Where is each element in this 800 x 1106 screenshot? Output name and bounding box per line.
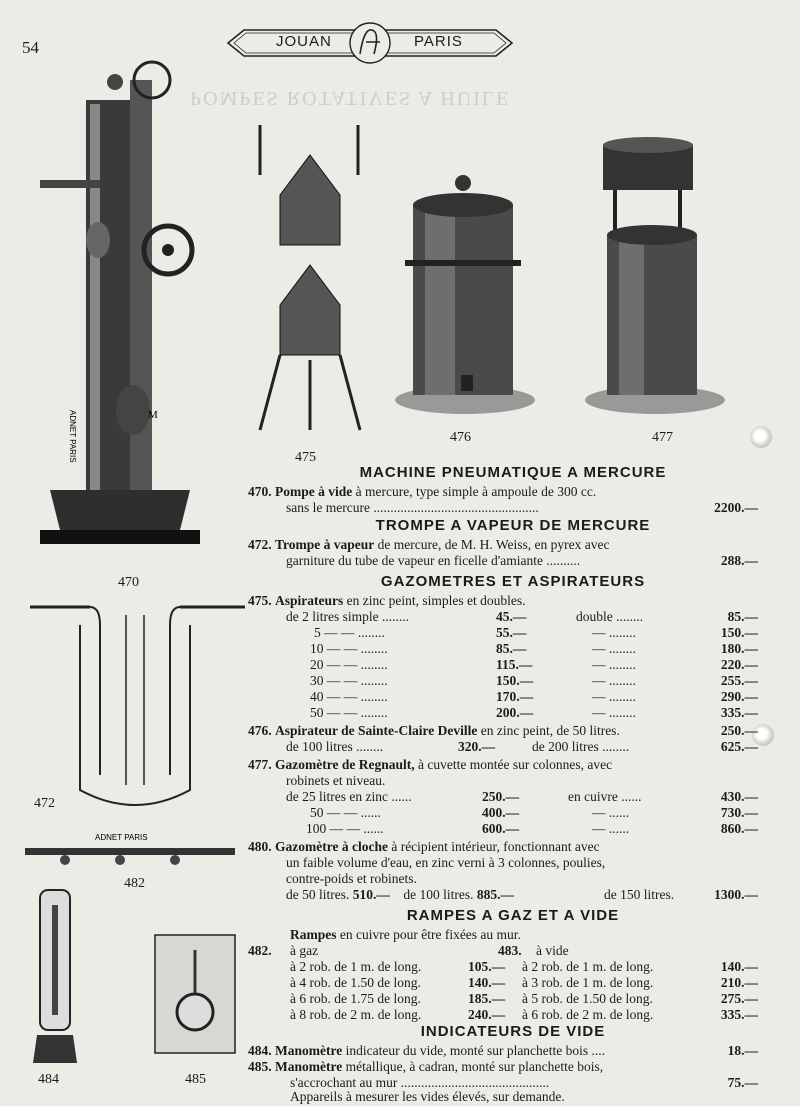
item-480-line3: contre-poids et robinets. xyxy=(286,871,417,886)
caption-475: 475 xyxy=(295,450,316,465)
rampe-row-right: à 6 rob. de 2 m. de long. xyxy=(522,1007,654,1022)
item-477-row-left: 50 — — ...... xyxy=(310,805,381,820)
item-476-line2-mid: 320.— xyxy=(458,739,496,754)
item-475-row-right: — ........ xyxy=(592,641,636,656)
rampe-row-left: à 4 rob. de 1.50 de long. xyxy=(290,975,421,990)
item-475-row-left: 20 — — ........ xyxy=(310,657,388,672)
item-475-row-price: 220.— xyxy=(720,657,758,672)
fig-472-illustration xyxy=(30,595,245,820)
caption-485: 485 xyxy=(185,1072,206,1087)
section-heading-trompe: TROMPE A VAPEUR DE MERCURE xyxy=(375,517,651,534)
logo-left-text: JOUAN xyxy=(276,33,332,50)
item-485-line1: 485. Manomètre métallique, à cadran, monté sur planchette bois, xyxy=(248,1059,604,1074)
item-476-line1: 476. Aspirateur de Sainte-Claire Deville en zinc peint, de 50 litres. xyxy=(248,723,620,738)
caption-476: 476 xyxy=(450,430,471,445)
section-heading-rampes: RAMPES A GAZ ET A VIDE xyxy=(406,907,620,924)
item-476-price-1: 250.— xyxy=(720,723,758,738)
rampe-row-price: 275.— xyxy=(720,991,758,1006)
rampe-row-left: à 6 rob. de 1.75 de long. xyxy=(290,991,421,1006)
rampe-row-price: 335.— xyxy=(720,1007,758,1022)
fig-485-illustration xyxy=(150,930,240,1060)
fig-470-adnet-label: ADNET PARIS xyxy=(68,410,77,463)
item-475-row-right: — ........ xyxy=(592,705,636,720)
item-477-row-mid: 600.— xyxy=(482,821,520,836)
rampe-row-right: à 5 rob. de 1.50 de long. xyxy=(522,991,653,1006)
item-475-row-right: double ........ xyxy=(576,609,644,624)
jouan-logo xyxy=(224,20,516,66)
item-475-row-mid: 85.— xyxy=(496,641,527,656)
item-475-row-left: 10 — — ........ xyxy=(310,641,388,656)
item-475-row-mid: 150.— xyxy=(496,673,534,688)
item-477-row-price: 860.— xyxy=(720,821,758,836)
item-482-head-left: à gaz xyxy=(290,943,319,958)
item-475-row-mid: 115.— xyxy=(496,657,533,672)
section-heading-machine-pneumatique: MACHINE PNEUMATIQUE A MERCURE xyxy=(359,464,667,481)
fig-477-illustration xyxy=(585,135,725,415)
item-475-row-right: — ........ xyxy=(592,673,636,688)
fig-482-illustration xyxy=(25,832,240,872)
fig-482-adnet-label: ADNET PARIS xyxy=(95,833,148,842)
fig-470-m-label: M xyxy=(148,409,158,421)
fig-470-illustration xyxy=(30,60,230,570)
item-483-head-right: à vide xyxy=(536,943,569,958)
item-485-price: 75.— xyxy=(727,1075,758,1090)
item-475-row-price: 85.— xyxy=(727,609,758,624)
item-475-row-mid: 45.— xyxy=(496,609,527,624)
item-483-num: 483. xyxy=(498,943,522,958)
item-470-price: 2200.— xyxy=(714,500,758,515)
item-475-row-left: de 2 litres simple ........ xyxy=(286,609,409,624)
item-476-price-2: 625.— xyxy=(720,739,758,754)
logo-right-text: PARIS xyxy=(414,33,463,50)
item-475-row-mid: 55.— xyxy=(496,625,527,640)
item-484-price: 18.— xyxy=(727,1043,758,1058)
item-475-row-left: 40 — — ........ xyxy=(310,689,388,704)
item-477-row-price: 430.— xyxy=(720,789,758,804)
item-477-row-right: — ...... xyxy=(592,805,630,820)
caption-482: 482 xyxy=(124,876,145,891)
item-476-line2-right: de 200 litres ........ xyxy=(532,739,630,754)
item-470-line2: sans le mercure ................................................. xyxy=(286,500,539,515)
item-475-row-left: 5 — — ........ xyxy=(314,625,385,640)
item-475-row-price: 255.— xyxy=(720,673,758,688)
item-477-row-right: — ...... xyxy=(592,821,630,836)
item-477-line2: robinets et niveau. xyxy=(286,773,386,788)
item-480-line2: un faible volume d'eau, en zinc verni à 3 colonnes, poulies, xyxy=(286,855,606,870)
rampe-row-price: 140.— xyxy=(720,959,758,974)
footer-note: Appareils à mesurer les vides élevés, sur demande. xyxy=(290,1089,565,1104)
item-482-num: 482. xyxy=(248,943,272,958)
item-482-intro: Rampes en cuivre pour être fixées au mur. xyxy=(290,927,521,942)
rampe-row-price: 210.— xyxy=(720,975,758,990)
item-475-line1: 475. Aspirateurs en zinc peint, simples et doubles. xyxy=(248,593,526,608)
binding-hole-top xyxy=(750,426,772,448)
bleed-through-text: POMPES ROTATIVES A HUILE xyxy=(190,87,511,109)
section-heading-indicateurs: INDICATEURS DE VIDE xyxy=(420,1023,606,1040)
item-475-row-right: — ........ xyxy=(592,689,636,704)
rampe-row-mid: 185.— xyxy=(468,991,506,1006)
caption-477: 477 xyxy=(652,430,673,445)
rampe-row-right: à 3 rob. de 1 m. de long. xyxy=(522,975,654,990)
item-485-line2: s'accrochant au mur ............................................ xyxy=(290,1075,550,1090)
item-475-row-price: 290.— xyxy=(720,689,758,704)
item-484-line1: 484. Manomètre indicateur du vide, monté sur planchette bois .... xyxy=(248,1043,606,1058)
item-477-row-mid: 250.— xyxy=(482,789,520,804)
rampe-row-mid: 140.— xyxy=(468,975,506,990)
item-477-row-left: de 25 litres en zinc ...... xyxy=(286,789,412,804)
caption-472: 472 xyxy=(34,796,55,811)
item-472-line1: 472. Trompe à vapeur de mercure, de M. H. Weiss, en pyrex avec xyxy=(248,537,610,552)
item-477-row-mid: 400.— xyxy=(482,805,520,820)
item-475-row-left: 50 — — ........ xyxy=(310,705,388,720)
item-472-price: 288.— xyxy=(720,553,758,568)
item-475-row-right: — ........ xyxy=(592,625,636,640)
item-475-row-price: 150.— xyxy=(720,625,758,640)
item-472-line2: garniture du tube de vapeur en ficelle d'amiante .......... xyxy=(286,553,581,568)
item-477-row-left: 100 — — ...... xyxy=(306,821,384,836)
fig-484-illustration xyxy=(25,885,85,1070)
item-470-line1: 470. Pompe à vide à mercure, type simple à ampoule de 300 cc. xyxy=(248,484,597,499)
item-475-row-right: — ........ xyxy=(592,657,636,672)
item-477-row-price: 730.— xyxy=(720,805,758,820)
fig-476-illustration xyxy=(395,165,535,415)
rampe-row-mid: 240.— xyxy=(468,1007,506,1022)
item-480-price: 1300.— xyxy=(714,887,758,902)
fig-475-illustration xyxy=(250,115,370,445)
item-475-row-price: 180.— xyxy=(720,641,758,656)
page-number: 54 xyxy=(22,38,39,57)
caption-484: 484 xyxy=(38,1072,59,1087)
item-480-line4-right: de 150 litres. xyxy=(604,887,675,902)
item-475-row-price: 335.— xyxy=(720,705,758,720)
item-477-line1: 477. Gazomètre de Regnault, à cuvette montée sur colonnes, avec xyxy=(248,757,613,772)
item-475-row-left: 30 — — ........ xyxy=(310,673,388,688)
rampe-row-left: à 2 rob. de 1 m. de long. xyxy=(290,959,422,974)
rampe-row-mid: 105.— xyxy=(468,959,506,974)
item-476-line2-left: de 100 litres ........ xyxy=(286,739,384,754)
caption-470: 470 xyxy=(118,575,139,590)
item-480-line4: de 50 litres. 510.— de 100 litres. 885.— xyxy=(286,887,514,902)
item-480-line1: 480. Gazomètre à cloche à récipient intérieur, fonctionnant avec xyxy=(248,839,600,854)
rampe-row-left: à 8 rob. de 2 m. de long. xyxy=(290,1007,422,1022)
section-heading-gazometres: GAZOMETRES ET ASPIRATEURS xyxy=(380,573,646,590)
item-475-row-mid: 170.— xyxy=(496,689,534,704)
item-477-row-right: en cuivre ...... xyxy=(568,789,642,804)
rampe-row-right: à 2 rob. de 1 m. de long. xyxy=(522,959,654,974)
item-475-row-mid: 200.— xyxy=(496,705,534,720)
